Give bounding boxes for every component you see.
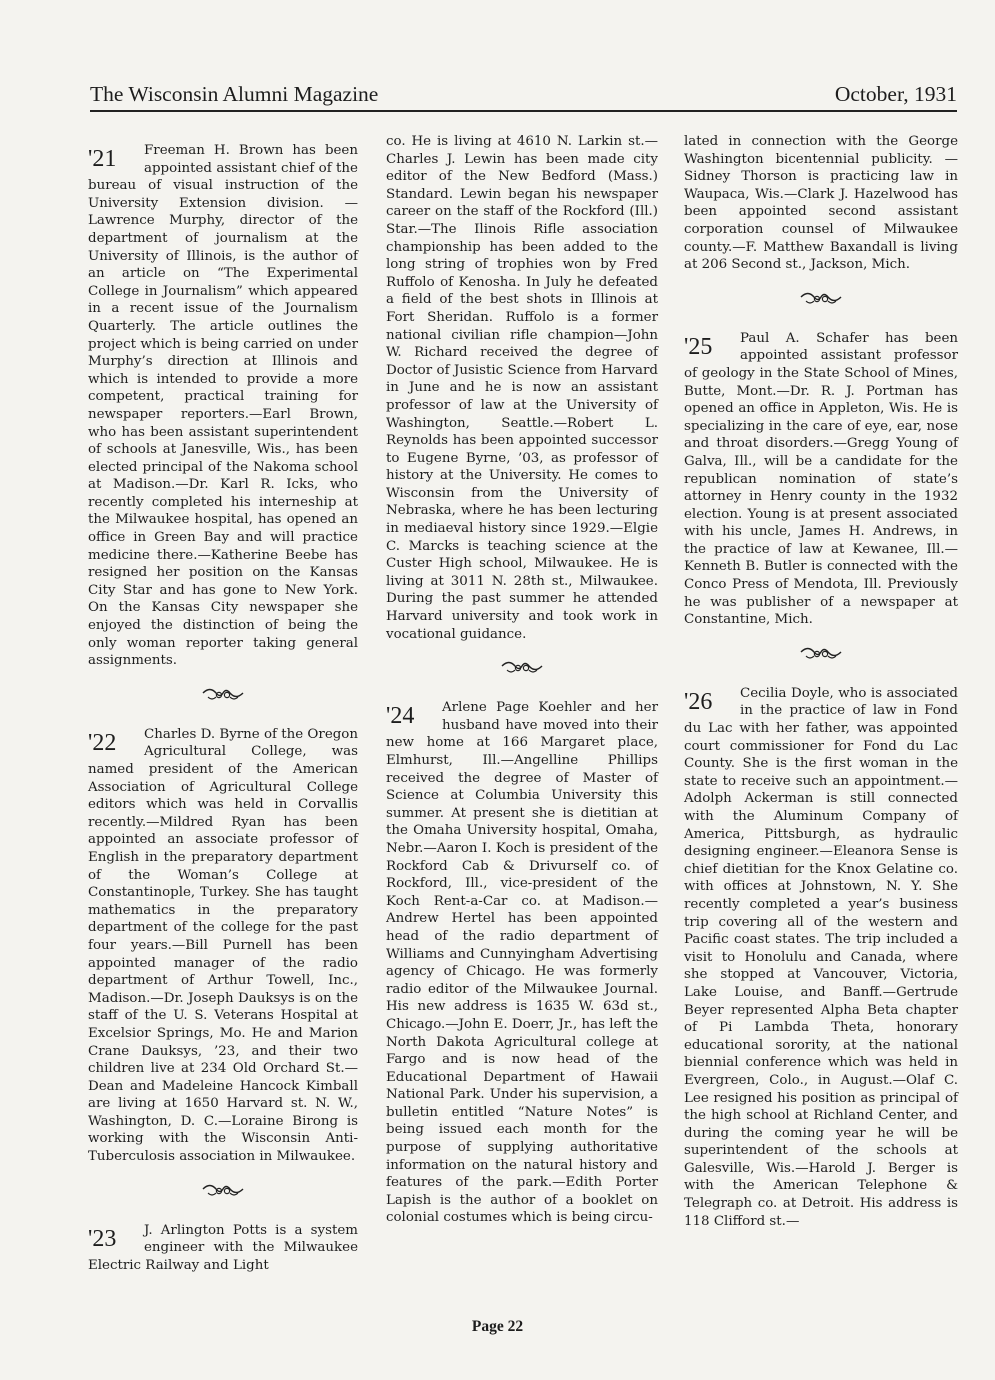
class-year: '23 <box>88 1225 117 1252</box>
page-header <box>90 78 957 112</box>
class-year: '24 <box>386 703 415 730</box>
class-note-1925 <box>684 330 958 629</box>
entry-text: J. Arlington Potts is a system engineer with the Milwaukee Electric Railway and Light <box>88 1222 358 1273</box>
ornament-divider-icon <box>684 288 958 314</box>
entry-text: Cecilia Doyle, who is associated in the practice of law in Fond du Lac with her father, was appointed court commissioner for Fond du Lac County. She is the first woman in the state to receive such an appointment.—Adolph Ackerman is still connected with the Aluminum Company of America, Pittsburgh, as hydraulic designing engineer.—Eleanora Sense is chief dietitian for the Knox Gelatine co. with offices at Johnstown, N. Y. She recently completed a year’s business trip covering all of the western and Pacific coast states. The trip included a visit to Honolulu and Canada, where she stopped at Vancouver, Victoria, Lake Louise, and Banff.—Gertrude Beyer represented Alpha Beta chapter of Pi Lambda Theta, honorary educational sorority, at the national biennial conference which was held in Evergreen, Colo., in August.—Olaf C. Lee resigned his position as principal of the high school at Richland Center, and during the coming year he will be superintendent of the schools at Galesville, Wis.—Harold J. Berger is with the American Telephone & Telegraph co. at Detroit. His address is 118 Clifford st.— <box>684 685 958 1229</box>
entry-text: Freeman H. Brown has been appointed assistant chief of the bureau of visual instruction of the University Extension division. —Lawrence Murphy, director of the department of journalism at the University of Illinois, is the author of an article on “The Experimental College in Journalism” which appeared in a recent issue of the Journalism Quarterly. The article outlines the project which is being carried on under Murphy’s direction at Illinois and which is intended to provide a more competent, practical training for newspaper reporters.—Earl Brown, who has been assistant superintendent of schools at Janesville, Wis., has been elected principal of the Nakoma school at Madison.—Dr. Karl R. Icks, who recently completed his interneship at the Milwaukee hospital, has opened an office in Green Bay and will practice medicine there.—Katherine Beebe has resigned her position on the Kansas City Star and has gone to New York. On the Kansas City newspaper she enjoyed the distinction of being the only woman reporter taking general assignments. <box>88 143 358 669</box>
class-year: '22 <box>88 729 117 756</box>
class-note-1923-continued <box>386 133 658 643</box>
column-3 <box>684 133 958 1230</box>
class-year: '26 <box>684 688 713 715</box>
class-note-1924-continued <box>684 133 958 274</box>
ornament-divider-icon <box>88 1180 358 1206</box>
entry-text: Charles D. Byrne of the Oregon Agricultural College, was named president of the American Association of Agricultural College editors which was held in Corvallis recently.—Mildred Ryan has been appointed an associate professor of English in the preparatory department of the Woman’s College at Constantinople, Turkey. She has taught mathematics in the preparatory department of the college for the past four years.—Bill Purnell has been appointed manager of the radio department of Arthur Towell, Inc., Madison.—Dr. Joseph Dauksys is on the staff of the U. S. Veterans Hospital at Excelsior Springs, Mo. He and Marion Crane Dauksys, ’23, and their two children live at 234 Old Orchard St.—Dean and Madeleine Hancock Kimball are living at 1650 Harvard st. N. W., Washington, D. C.—Loraine Birong is working with the Wisconsin Anti-Tuberculosis association in Milwaukee. <box>88 726 358 1165</box>
page-number: Page 22 <box>471 1318 524 1335</box>
entry-text: lated in connection with the George Washington bicentennial publicity. —Sidney Thorson is practicing law in Waupaca, Wis.—Clark J. Hazelwood has been appointed second assistant corporation counsel of Milwaukee county.—F. Matthew Baxandall is living at 206 Second st., Jackson, Mich. <box>684 134 958 273</box>
class-note-1923 <box>88 1222 358 1275</box>
entry-text: Paul A. Schafer has been appointed assistant professor of geology in the State School of Mines, Butte, Mont.—Dr. R. J. Portman has opened an office in Appleton, Wis. He is specializing in the care of eye, ear, nose and throat disorders.—Gregg Young of Galva, Ill., will be a candidate for the republican nomination of state’s attorney in Henry county in the 1932 election. Young is at present associated with his uncle, James H. Andrews, in the practice of law at Kewanee, Ill.—Kenneth B. Butler is connected with the Conco Press of Mendota, Ill. Previously he was publisher of a newspaper at Constantine, Mich. <box>684 330 958 628</box>
class-note-1926 <box>684 685 958 1230</box>
entry-text: co. He is living at 4610 N. Larkin st.—Charles J. Lewin has been made city editor of the New Bedford (Mass.) Standard. Lewin began his newspaper career on the staff of the Rockford (Ill.) Star.—The Ilinois Rifle association championship has been added to the long string of trophies won by Fred Ruffolo of Kenosha. In July he defeated a field of the best shots in Illinois at Fort Sheridan. Ruffolo is a former national civilian rifle champion—John W. Richard received the degree of Doctor of Jusistic Science from Harvard in June and he is now an assistant professor of law at the University of Washington, Seattle.—Robert L. Reynolds has been appointed successor to Eugene Byrne, ’03, as professor of history at the University. He comes to Wisconsin from the University of Nebraska, where he has been lecturing in mediaeval history since 1929.—Elgie C. Marcks is teaching science at the Custer High school, Milwaukee. He is living at 3011 N. 28th st., Milwaukee. During the past summer he attended Harvard university and took work in vocational guidance. <box>386 134 658 642</box>
column-2 <box>386 133 658 1227</box>
ornament-divider-icon <box>684 643 958 669</box>
class-year: '21 <box>88 146 117 172</box>
class-note-1922 <box>88 726 358 1166</box>
ornament-divider-icon <box>88 684 358 710</box>
class-note-1924 <box>386 699 658 1227</box>
class-year: '25 <box>684 333 713 360</box>
column-1 <box>88 142 358 1274</box>
magazine-title: The Wisconsin Alumni Magazine <box>90 82 379 106</box>
issue-date: October, 1931 <box>834 82 957 106</box>
class-note-1921 <box>88 142 358 670</box>
entry-text: Arlene Page Koehler and her husband have moved into their new home at 166 Margaret place, Elmhurst, Ill.—Angelline Phillips received the degree of Master of Science at Columbia University this summer. At present she is dietitian at the Omaha University hospital, Omaha, Nebr.—Aaron I. Koch is president of the Rockford Cab & Drivurself co. of Rockford, Ill., vice-president of the Koch Rent-a-Car co. at Madison.—Andrew Hertel has been appointed head of the radio department of Williams and Cunnyingham Advertising agency of Chicago. He was formerly radio editor of the Milwaukee Journal. His new address is 1635 W. 63d st., Chicago.—John E. Doerr, Jr., has left the North Dakota Agricultural college at Fargo and is now head of the Educational Department of Hawaii National Park. Under his supervision, a bulletin entitled “Nature Notes” is being issued each month for the purpose of supplying authoritative information on the natural history and features of the park.—Edith Porter Lapish is the author of a booklet on colonial costumes which is being circu- <box>386 700 659 1226</box>
ornament-divider-icon <box>386 657 658 683</box>
